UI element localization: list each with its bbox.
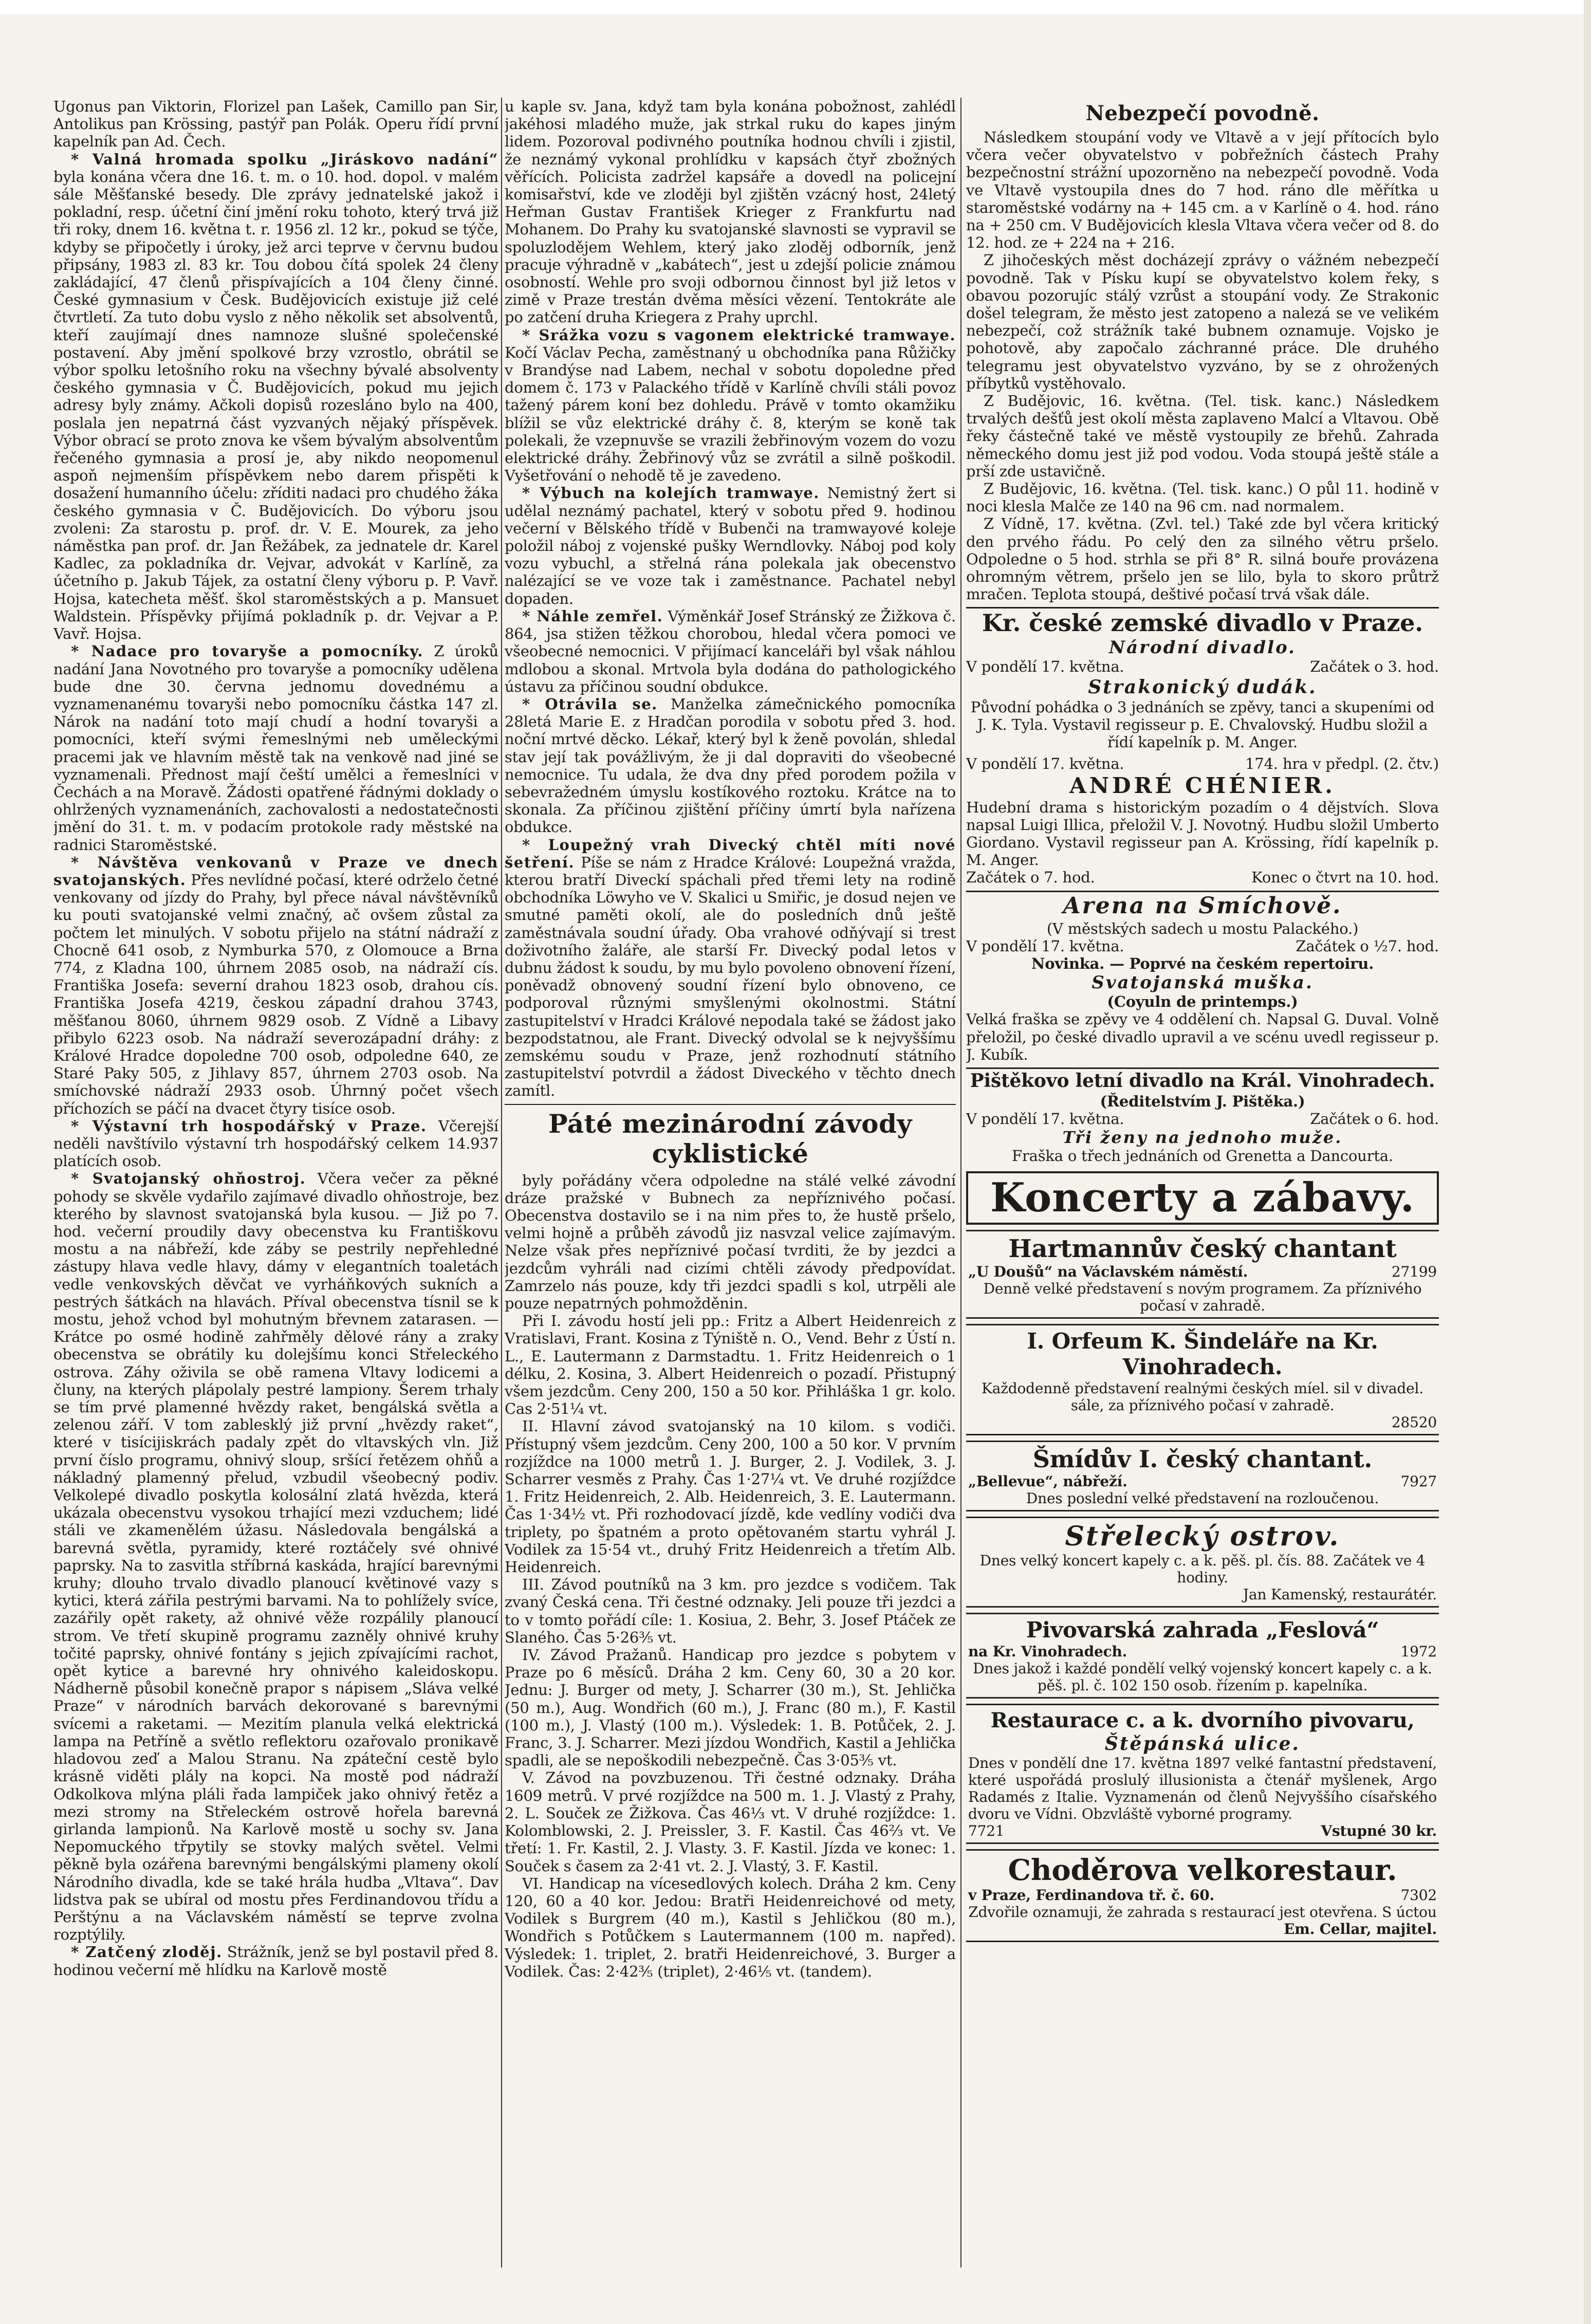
ad-title: Šmídův I. český chantant. — [1032, 1445, 1373, 1473]
ad-number: 28520 — [1391, 1413, 1437, 1431]
article-body: Výměnkář Josef Stránský ze Žižkova č. 864, jsa stižen těžkou chorobou, hledal včera pomoci ve všeobecné nemocnici. V přijímací kanceláři byl však náhlou mdlobou a skonal. Mrtvola byla dodána do pathologického ústavu za příčinou soudní obdukce. — [505, 607, 956, 695]
ad-text: Dnes poslední velké představení na rozloučenou. — [1026, 1489, 1379, 1507]
article-text: Následkem stoupání vody ve Vltavě a v její přítocích bylo včera večer obyvatelstvo v pobřežních částech Prahy bezpečnostní strážní upozorněno na nebezpečí povodně. Voda ve Vltavě vystoupila dnes do 7 hod. ráno dle měřítka u staroměstské vodárny na + 145 cm. a v Karlíně o 4. hod. ráno na + 250 cm. V Budějovicích klesla Vltava včera večer od 8. do 12. hod. ze + 224 na + 216. — [966, 128, 1439, 252]
column-divider — [960, 98, 961, 2267]
ad-orfeum — [966, 1324, 1439, 1435]
column-middle — [505, 98, 956, 2267]
summer-theatre-heading: Pištěkovo letní divadlo na Král. Vinohradech. — [970, 1069, 1435, 1092]
ad-title: Střelecký ostrov. — [1065, 1520, 1340, 1552]
ad-text: Dnes velký koncert kapely c. a k. pěš. pl. čís. 88. Začátek ve 4 hodiny. — [979, 1552, 1426, 1586]
ad-number: 7302 — [1400, 1886, 1437, 1904]
listing-row — [966, 1110, 1439, 1128]
race-result: IV. Závod Pražanů. Handicap pro jezdce s pobytem v Praze po 6 měsíců. Dráha 2 km. Ceny 60, 30 a 20 kor. Jednu: J. Burger od mety, J. Scharrer (30 m.), St. Jehlička (50 m.), Aug. Wondřich (60 m.), J. Franc (80 m.), F. Kastil (100 m.), J. Vlastý (100 m.). Výsledek: 1. B. Potůček, 2. J. Franc, 3. J. Scharrer. Mezi jízdou Wondřich, Kastil a Jehlička spadli, ale se nepoškodili nebezpečně. Čas 3·05⅗ vt. — [505, 1646, 956, 1769]
cycling-headline: Páté mezinárodní závody cyklistické — [548, 1108, 912, 1169]
ad-number: 1972 — [1400, 1643, 1437, 1660]
article-nadace — [53, 642, 498, 853]
article-divecky — [505, 836, 956, 1100]
article-otravila — [505, 695, 956, 836]
page-edge — [1584, 0, 1591, 2324]
summer-theatre-sub: (Ředitelstvím J. Pištěka.) — [1100, 1092, 1305, 1110]
article-body: Včera večer za pěkné pohody se skvěle vydařilo zajímavé divadlo ohňostroje, bez kterého by slavnost svatojanská byla kusou. — Již po 7. hod. večerní proudily davy obecenstva ku Františkovu mostu a na nábřeží, kde záby se pestrily nepřehledné zástupy hlava vedle hlavy, dámy v elegantních toaletách vedle venkovských děvčat ve vyrháňkových sukních a pestrých šátkách na hlavách. Příval obecenstva tísnil se k mostu, jehož vchod byl mohutným břevnem zatarasen. — Krátce po osmé hodině zahřměly dělové rány a zraky obecenstva se obrátily ku dolejšímu konci Střeleckého ostrova. Záhy oživila se obě ramena Vltavy lodicemi a čluny, na kterých plápolaly pestré lampiony. Šerem trhaly se tím prvé plamenné hvězdy raket, bengálská světla a zelenou září. V tom zablesklý již první „hvězdy raket“, které v tisícijiskrách padaly zpět do vltavských vln. Již první číslo programu, ohnivý sloup, sršící řetězem ohňů a nákladný plamenný přelud, vzbudil všeobecný podiv. Velkolepé divadlo poskytla kolosální zlatá hvězda, která ukázala obecenstvu vysokou trhající mezi vzduchem; lidé stáli ve zkamenělém úžasu. Následovala bengálská a barevná světla, pyramidy, které roztáčely své ohnivé paprsky. Na to zasvitla stříbrná kaskáda, hrající barevnými kruhy; dlouho trvalo divadlo planoucí květinové vazy s kytici, která zářila pestrými barvami. Na to pohlížely svíce, zazářily opět rakety, až ohnivé věže rozpálily planoucí strom. Ve třetí skupině programu zazněly ohnivé kruhy točité paprsky, ohnivé fontány s jejich zpívajícími rachot, opět kytice a barevné hry ohnivého kaleidoskopu. Nádherně působil konečně prapor s nápisem „Sláva velké Praze“ v národních barvách dekorované s barevnými svícemi a raketami. — Mezitím planula velká elektrická lampa na Petříně a světlo reflektoru ozařovalo pronikavě hladovou zeď a Malou Stranu. Na zpáteční cestě bylo krásně viděti plály na kopci. Na mostě pod nádraží Odkolkova mlýna pláli řada lampiček jako ohnivý řetěz a mezi stromy na Střeleckém ostrově hořela barevná girlanda lampionů. Na Karlově mostě u sochy sv. Jana Nepomuckého třpytily se stovky malých světel. Velmi pěkně byla ozářena barevnými bengálskými plameny okolí Národního divadla, kde se také hrála hudba „Vltava“. Dav lidstva pak se ubíral od mostu přes Ferdinandovou třídu a Perštýnu a na Václavském náměstí se teprve zvolna rozptýlily. — [53, 1170, 498, 1944]
ad-subtitle: v Praze, Ferdinandova tř. č. 60. — [968, 1886, 1215, 1904]
ad-title: I. Orfeum K. Šindeláře na Kr. Vinohradech. — [1027, 1328, 1378, 1379]
ad-restaurace — [966, 1704, 1439, 1844]
listing-start: Začátek o 7. hod. — [966, 869, 1095, 887]
article-headline: * Nadace pro tovaryše a pomocníky. — [71, 642, 424, 660]
listing-row — [966, 937, 1439, 955]
ad-subtitle: Štěpánská ulice. — [1104, 1732, 1301, 1755]
theatre-heading: Kr. české zemské divadlo v Praze. — [982, 609, 1423, 637]
article-headline: * Srážka vozu s vagonem elektrické tramwaye. — [522, 326, 956, 344]
race-result: II. Hlavní závod svatojanský na 10 kilom. s vodiči. Přístupný všem jezdcům. Ceny 200, 100 a 50 kor. V prvním rozjíždce na 1000 metrů 1. J. Burger, 2. J. Vodilek, 3. J. Scharrer vesměs z Prahy. Čas 1·27¼ vt. Ve druhé rozjíždce 1. Fritz Heidenreich, 2. Alb. Heidenreich, 3. E. Lautermann. Čas 1·34½ vt. Při rozhodovací jízdě, kde vedlíny vodiči dva triplety, po špatném a proto opětovaném startu vyhrál J. Vodilek za 15·54 vt., druhý Fritz Heidenreich a třetím Alb. Heidenreich. — [505, 1417, 956, 1576]
article-headline: * Výstavní trh hospodářský v Praze. — [71, 1117, 427, 1135]
article-text: u kaple sv. Jana, když tam byla konána pobožnost, zahlédl jakéhosi mladého muže, jak strkal ruku do kapes jiným lidem. Pozoroval podivného poutníka hodnou chvíli i zjistil, že neznámý vykonal prohlídku v kapsách čtyř zbožných věřících. Policista zadržel kapsáře a dovedl na policejní komisařství, kde ve zloději byl zjištěn vzácný host, 24letý Heřman Gustav František Krieger z Frankfurtu nad Mohanem. Do Prahy ku svatojanské slavnosti se vypravil se spoluzlodějem Wehlem, který jako zloděj odborník, jenž pracuje výhradně v „kabátech“, jest u zdejší policie známou osobností. Wehle pro svoji odbornou činnost byl již letos v zimě v Praze trestán dvěma měsíci vězení. Tentokráte ale po zatčení druha Kriegera z Prahy uprchl. — [505, 98, 956, 326]
listing-row — [966, 658, 1439, 675]
article-vystavni-trh — [53, 1117, 498, 1170]
ad-fee: Vstupné 30 kr. — [1321, 1822, 1437, 1839]
article-headline: * Loupežný vrah Divecký chtěl míti nové šetření. — [505, 836, 956, 871]
article-body: Přes nevlídné počasí, které održelo četné venkovany od jízdy do Prahy, byl přece nával návštěvníků ku pouti svatojanské velmi značný, ač ovšem zůstal za počtem let minulých. V sobotu přijelo na státní nádraží z Chocně 641 osob, z Nymburka 570, z Olomouce a Brna 774, z Kladna 100, úhrnem 2085 osob, na nádraží cís. Františka Josefa: severní drahou 1823 osob, drahou cís. Františka Josefa 4219, českou západní drahou 3743, měšťanou 8060, úhrnem 9829 osob. Z Vídně a Libavy přibylo 6223 osob. Na nádraží severozápadní dráhy: z Králové Hradce dopoledne 700 osob, odpoledne 640, ze Staré Paky 505, z Jihlavy 857, úhrnem 2703 osob. Na smíchovské nádraží 2933 osob. Úhrnný počet všech příchozích se páčí na dvacet čtyry tisíce osob. — [53, 871, 498, 1117]
listing-date: V pondělí 17. května. — [966, 755, 1124, 773]
column-left — [53, 98, 498, 2267]
race-result: Při I. závodu hostí jeli pp.: Fritz a Albert Heidenreich z Vratislavi, Frant. Kosina z Týniště n. O., Vend. Behr z Ústí n. L., E. Lautermann z Darmstadtu. 1. Fritz Heidenreich o 1 délku, 2. Kosina, 3. Albert Heidenreich o pozadí. Přistupný všem jezdcům. Ceny 200, 150 a 50 kor. Přihláška 1 gr. kolo. Cas 2·51¼ vt. — [505, 1312, 956, 1418]
article-body: byla konána včera dne 16. t. m. o 10. hod. dopol. v malém sále Měšťanské besedy. Dle zprávy jednatelské jakož i pokladní, resp. účetní činí jmění roku tohoto, který trvá již tři roky, dnem 16. května t. r. 1956 zl. 12 kr., pokud se týče, kdyby se připočetly i úroky, jež arci teprve v červnu budou připsány, 1983 zl. 83 kr. Tou dobou čítá spolek 24 členy zakládající, 47 členů přispívajících a 104 členy činné. České gymnasium v Česk. Budějovicích existuje již celé čtvrtletí. Za tuto dobu vyslo z něho několik set absolventů, kteří zaujímají dnes namnoze slušné společenské postavení. Aby jmění spolkové brzy vzrostlo, obrátil se výbor spolku letošního roku na všechny bývalé absolventy českého gymnasia v Č. Budějovicích, pokud mu jejich adresy byly známy. Ačkoli dopisů rozesláno bylo na 400, poslala jen nepatrná část vyzvaných nějaký příspěvek. Výbor obrací se proto znova ke všem bývalým absolventům řečeného gymnasia a prosí je, aby nikdo neopomenul aspoň nejmenším příspěvkem nebo darem přispěti k dosažení humanního účelu: zříditi nadaci pro chudého žáka českého gymnasia v Č. Budějovicích. Do výboru jsou zvoleni: Za starostu p. prof. dr. V. E. Mourek, za jeho náměstka pan prof. dr. Jan Řežábek, za jednatele dr. Karel Kadlec, za pokladníka dr. Vejvar, advokát v Karlíně, za účetního p. Jakub Tájek, za ostatní členy výboru p. P. Vavř. Hojsa, katecheta měšť. škol staroměstských a p. Mansuet Waldstein. Příspěvky přijímá pokladník p. dr. Vejvar a P. Vavř. Hojsa. — [53, 168, 498, 643]
article-headline: * Valná hromada spolku „Jiráskovo nadání“ — [71, 150, 498, 168]
article-body: Včerejší neděli navštívilo výstavní trh hospodářský celkem 14.937 platících osob. — [53, 1117, 498, 1170]
article-headline: * Svatojanský ohňostroj. — [71, 1170, 306, 1188]
article-text: byly pořádány včera odpoledne na stálé velké závodní dráze pražské v Bubnech za nepříznivého počasí. Obecenstva dostavilo se i na nim přes to, že hustě pršelo, velmi hojně a průběh závodů jiz nasvzal velice zajímavým. Nelze však přes nepříznivé počasí tvrditi, že by jezdci a jezdcům vyhráli nad cizími chtěli závody předpovídat. Zamrzelo nás pouze, kdy tři jezdci spadli s kol, utrpěli ale pouze nepatrných pohmožděnin. — [505, 1171, 956, 1312]
arena-subheading: (V městských sadech u mostu Palackého.) — [1046, 919, 1359, 937]
article-text: Z Vídně, 17. května. (Zvl. tel.) Také zde byl včera kritický den prvého řádu. Po celý den za silného větru pršelo. Odpoledne o 5 hod. strhla se při 8° R. silná bouře provázena ohromným větrem, pršelo jen se lilo, byla to skoro průtrž mračen. Teplota stoupá, deštivé počasí trvá však dále. — [966, 515, 1439, 603]
concerts-banner — [966, 1171, 1439, 1225]
article-headline: * Zatčený zloděj. — [71, 1943, 223, 1961]
article-text: Z jihočeských měst docházejí zprávy o vážném nebezpečí povodně. Tak v Písku kupí se obyvatelstvo kolem řeky, s obavou pozorujíc stálý vzrůst a stoupání vody. Ze Strakonic došel telegram, že město jest zatopeno a nalezá se ve velikém nebezpečí, což strážník také bubnem oznamuje. Vojsko je pohotově, aby započalo záchranné práce. Dle druhého telegramu jest obyvatelstvo vyzváno, by se z ohrožených příbytků vystěhovalo. — [966, 251, 1439, 392]
ad-choderova — [966, 1849, 1439, 1942]
play-description: Fraška o třech jednáních od Grenetta a Dancourta. — [1012, 1147, 1393, 1165]
ad-text: Zdvořile oznamuji, že zahrada s restaurací jest otevřena. S úctou — [968, 1903, 1437, 1921]
listing-date: V pondělí 17. května. — [966, 658, 1124, 676]
ad-number: 7927 — [1400, 1472, 1437, 1490]
article-vybuch — [505, 484, 956, 607]
play-description: Hudební drama s historickým pozadím o 4 dějstvích. Slova napsal Luigi Illica, přeložil V. J. Novotný. Hudbu složil Umberto Giordano. Vystavil regisseur pan A. Krössing, řídí kapelník p. M. Anger. — [966, 798, 1439, 869]
ad-text: Dnes v pondělí dne 17. května 1897 velké fantastní představení, které uspořádá proslulý illusionista a čtenář myšlenek, Argo Radamés z Italie. Vyznamenán od členů Nejvyššího císařského dvoru ve Vídni. Obzvláště vyborné programy. — [968, 1754, 1437, 1822]
article-headline: * Otrávila se. — [522, 695, 658, 713]
ad-subtitle: „Bellevue“, nábřeží. — [968, 1472, 1127, 1490]
listing-row — [966, 755, 1439, 772]
article-ohnostroj — [53, 1170, 498, 1943]
play-title: Svatojanská muška. — [1092, 972, 1313, 993]
article-body: Nemistný žert si udělal neznámý pachatel, který v sobotu před 9. hodinou večerní v Bělského třídě v Bubenči na tramwayové koleje položil náboj z vojenské pušky Werndlovky. Náboj pod koly vozu vybuchl, a střelná rána polekala jak obecenstvo nalézající se ve voze tak i zaměstnance. Pachatel nebyl dopaden. — [505, 484, 956, 607]
article-body: Kočí Václav Pecha, zaměstnaný u obchodníka pana Růžičky v Brandýse nad Labem, nechal v sobotu dopoledne před domem č. 173 v Palackého třídě v Karlíně chvíli stáli povoz tažený párem koní bez dohledu. Právě v tomto okamžiku blížil se vůz elektrické dráhy č. 8, kterým se koně tak polekali, že vzepnuvše se vrazili žebřinovým vozem do vozu elektrické dráhy. Žebřinový vůz se zvrátil a silně poškodil. Vyšetřování o nehodě tě je zavedeno. — [505, 343, 956, 485]
play-title: Tři ženy na jednoho muže. — [1062, 1128, 1343, 1148]
play-original: (Coyuln de printemps.) — [1107, 993, 1298, 1011]
race-result: V. Závod na povzbuzenou. Tři čestné odznaky. Dráha 1609 metrů. V prvé rozjíždce na 500 m. 1. J. Vlastý z Prahy, 2. L. Souček ze Žižkova. Čas 46⅓ vt. V druhé rozjíždce: 1. Kolomblowski, 2. J. Preissler, 3. F. Kastil. Čas 46⅔ vt. Ve třetí: 1. Fr. Kastil, 2. J. Vlasty. 3. F. Kastil. Jízda ve konec: 1. Souček s časem za 2·41 vt. 2. J. Vlastý, 3. F. Kastil. — [505, 1769, 956, 1875]
play-description: Původní pohádka o 3 jednáních se zpěvy, tanci a skupeními od J. K. Tyla. Vystavil regisseur p. E. Chvalovský. Hudbu složil a řídí kapelník p. M. Anger. — [970, 698, 1435, 751]
ad-text: Dnes jakož i každé pondělí velký vojenský koncert kapely c. a k. pěš. pl. č. 102 150 osob. řízením p. kapelníka. — [973, 1659, 1432, 1694]
listing-info: 174. hra v předpl. (2. čtv.) — [1245, 755, 1439, 773]
play-title: Strakonický dudák. — [1088, 676, 1317, 698]
flood-headline: Nebezpečí povodně. — [1085, 101, 1320, 125]
article-navsteva — [53, 854, 498, 1117]
play-title: ANDRÉ CHÉNIER. — [1069, 772, 1336, 798]
concerts-heading: Koncerty a zábavy. — [990, 1174, 1415, 1221]
article-zlodej — [53, 1943, 498, 1978]
novelty-note: Novinka. — Poprvé na českém repertoiru. — [1031, 954, 1374, 972]
listing-date: V pondělí 17. května. — [966, 937, 1124, 955]
article-body: Strážník, jenž se byl postavil před 8. hodinou večerní mě hlídku na Karlově mostě — [53, 1943, 498, 1979]
listing-end: Konec o čtvrt na 10. hod. — [1251, 869, 1439, 887]
article-headline: * Náhle zemřel. — [522, 607, 663, 625]
theatre-subheading: Národní divadlo. — [1108, 637, 1297, 658]
ad-text: Každodenně představení realnými českých míel. sil v divadel. sále, za příznivého počasí v zahradě. — [982, 1379, 1423, 1414]
ad-feslova — [966, 1613, 1439, 1699]
article-zemrel — [505, 607, 956, 695]
article-body: Z úroků nadání Jana Novotného pro tovaryše a pomocníky udělena bude dne 30. června jednomu dovednému a vyznamenanému tovaryši nebo pomocníku částka 147 zl. Nárok na nadání toto mají chudí a hodní tovaryši a pomocníci, kteří svými řemeslnými neb uměleckými pracemi jak ve hlavním městě tak na venkově nad jiné se vyznamenali. Přednost mají čeští umělci a řemeslníci v Čechách a na Moravě. Žádosti opatřené řádnými doklady o ohlržených vyznamenáních, zachovalosti a nedostatečnosti jmění do 31. t. m. v podacím protokole rady městské na radnici Staroměstské. — [53, 642, 498, 854]
ad-title: Choděrova velkorestaur. — [1008, 1853, 1397, 1887]
article-body: Manželka zámečnického pomocníka 28letá Marie E. z Hradčan porodila v sobotu před 3. hod. noční mrtvé děcko. Lékař, který byl k ženě povolán, shledal stav její tak povážlivým, že ji dal dopraviti do všeobecné nemocnice. Tu udala, že dva dny před porodem požila v sebevražedném úmyslu kostíkového roztoku. Krátce na to skonala. Za příčinou zjištění příčiny úmrtí byla nařízena obdukce. — [505, 695, 956, 836]
ad-number: 27199 — [1391, 1263, 1437, 1280]
play-description: Velká fraška se zpěvy ve 4 oddělení ch. Napsal G. Duval. Volně přeložil, po české divadlo upravil a ve scénu uvedl regisseur p. J. Kubík. — [966, 1010, 1439, 1063]
ad-text: Denně velké představení s novým programem. Za příznivého počasí v zahradě. — [983, 1280, 1422, 1314]
article-text: Ugonus pan Viktorin, Florizel pan Lašek, Camillo pan Sir, Antolikus pan Krössing, pastýř pan Polák. Operu řídí první kapelník pan Ad. Čech. — [53, 98, 498, 151]
ad-title: Restaurace c. a k. dvorního pivovaru, — [990, 1708, 1415, 1732]
article-spolek — [53, 151, 498, 643]
article-headline: * Výbuch na kolejích tramwaye. — [522, 484, 820, 502]
ad-number: 7721 — [968, 1822, 1005, 1839]
listing-date: V pondělí 17. května. — [966, 1110, 1124, 1128]
article-text: Z Budějovic, 16. května. (Tel. tisk. kanc.) O půl 11. hodině v noci klesla Malče ze 140 na 96 cm. nad normalem. — [966, 480, 1439, 515]
article-headline: * Návštěva venkovanů v Praze ve dnech svatojanských. — [53, 853, 498, 889]
ad-hartmann — [966, 1230, 1439, 1319]
ad-owner: Jan Kamenský, restaurátér. — [1243, 1585, 1437, 1603]
ad-owner: Em. Cellar, majitel. — [1284, 1920, 1437, 1938]
section-rule — [505, 1104, 956, 1105]
ad-strelecky — [966, 1517, 1439, 1608]
listing-start: Začátek o ½7. hod. — [1296, 937, 1439, 955]
article-text: Z Budějovic, 16. května. (Tel. tisk. kanc.) Následkem trvalých dešťů jest okolí města zaplaveno Malcí a Vltavou. Obě řeky částečně také ve městě vystoupily ze břehů. Zahrada německého domu jest již pod vodou. Voda stoupá ještě stále a prší zde ustavičně. — [966, 392, 1439, 480]
race-result: III. Závod poutníků na 3 km. pro jezdce s vodičem. Tak zvaný Česká cena. Tři čestné odznaky. Jeli pouze tři jezdci a to v tomto pořádí cíle: 1. Kosiua, 2. Behr, 3. Josef Ptáček ze Slaného. Čas 5·26⅗ vt. — [505, 1576, 956, 1646]
column-right — [966, 98, 1439, 2267]
listing-row — [966, 869, 1439, 886]
ad-smid — [966, 1441, 1439, 1511]
ad-title: Pivovarská zahrada „Feslová“ — [1026, 1617, 1379, 1643]
ad-subtitle: na Kr. Vinohradech. — [968, 1643, 1127, 1660]
listing-start: Začátek o 3. hod. — [1310, 658, 1439, 676]
arena-heading: Arena na Smíchově. — [1063, 892, 1342, 919]
article-body: Píše se nám z Hradce Králové: Loupežná vražda, kterou bratří Diveckí spáchali před třemi lety na rodině obchodníka Löwyho ve V. Skalici u Smiřic, je dosud nejen ve smutné paměti okolí, ale do posledních dnů ještě zaměstnávala soudní úřady. Oba vrahové odňývají si trest doživotního žaláře, ale starší Fr. Divecký podal letos v dubnu žádost k soudu, by mu bylo povoleno obnovení řízení, poněvadž obnovený soudní řízení bylo obnoveno, ce podporoval různými smyšlenými okolnostmi. Státní zastupitelství v Hradci Králové nepodala také se žádost jako bezpodstatnou, ale Frant. Divecký odvolal se k nejvyššímu zemskému soudu v Praze, jenž rozhodnutí státního zastupitelství potvrdil a žádost Diveckého v těchto dnech zamítl. — [505, 853, 956, 1100]
ad-title: Hartmannův český chantant — [1008, 1234, 1397, 1263]
article-srazka — [505, 326, 956, 485]
ad-subtitle: „U Doušů“ na Václavském náměstí. — [968, 1263, 1248, 1280]
race-result: VI. Handicap na vícesedlových kolech. Dráha 2 km. Ceny 120, 60 a 40 kor. Jedou: Bratři Heidenreichové od mety, Vodilek s Burgrem (40 m.), Kastil s Jehličkou (80 m.), Wondřich s Potůčkem s Lautermannem (100 m. napřed). Výsledek: 1. triplet, 2. bratři Heidenreichové, 3. Burger a Vodilek. Čas: 2·42⅗ (triplet), 2·46⅕ vt. (tandem). — [505, 1874, 956, 1980]
listing-start: Začátek o 6. hod. — [1310, 1110, 1439, 1128]
column-divider — [501, 98, 502, 2267]
